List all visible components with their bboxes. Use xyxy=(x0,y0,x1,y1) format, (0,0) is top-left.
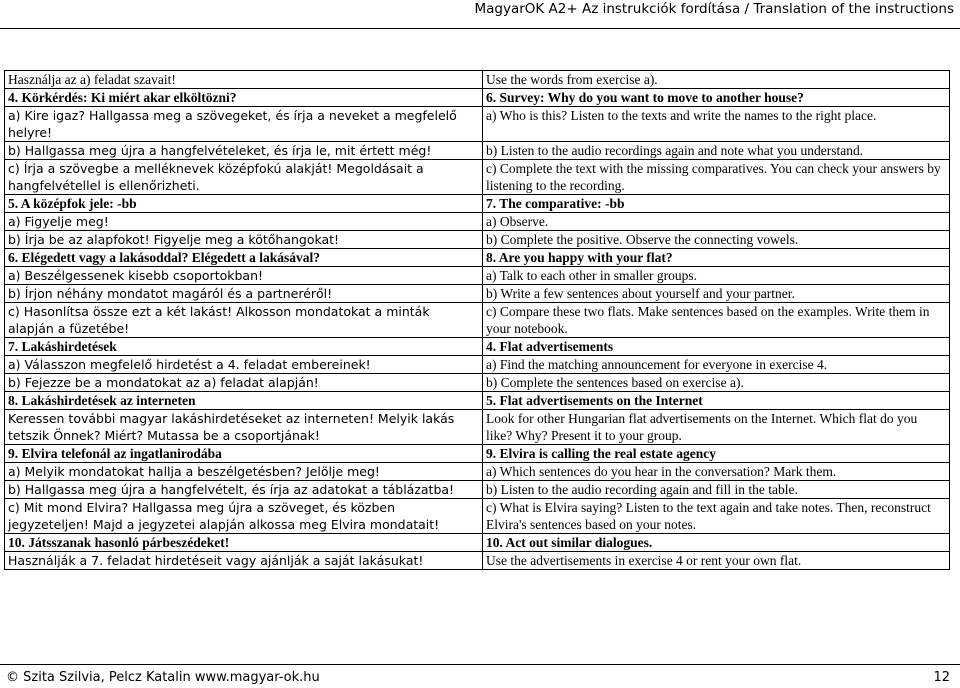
table-row xyxy=(5,481,950,499)
hungarian-cell: Használják a 7. feladat hirdetéseit vagy ajánlják a saját lakásukat! xyxy=(5,552,483,570)
hungarian-cell: b) Hallgassa meg újra a hangfelvételeket, és írja le, mit értett még! xyxy=(5,142,483,160)
table-row xyxy=(5,107,950,142)
table-row xyxy=(5,303,950,338)
footer-copyright: © Szita Szilvia, Pelcz Katalin www.magyar-ok.hu xyxy=(6,670,320,685)
table-row xyxy=(5,142,950,160)
english-cell: 5. Flat advertisements on the Internet xyxy=(483,392,950,410)
hungarian-cell: Keressen további magyar lakáshirdetéseket az interneten! Melyik lakás tetszik Önnek? Miért? Mutassa be a csoportjának! xyxy=(5,410,483,445)
hungarian-cell: a) Beszélgessenek kisebb csoportokban! xyxy=(5,267,483,285)
hungarian-cell: 9. Elvira telefonál az ingatlanirodába xyxy=(5,445,483,463)
english-cell: 4. Flat advertisements xyxy=(483,338,950,356)
hungarian-cell: 10. Játsszanak hasonló párbeszédeket! xyxy=(5,534,483,552)
table-row xyxy=(5,534,950,552)
hungarian-cell: a) Figyelje meg! xyxy=(5,213,483,231)
hungarian-cell: b) Írja be az alapfokot! Figyelje meg a kötőhangokat! xyxy=(5,231,483,249)
english-cell: 8. Are you happy with your flat? xyxy=(483,249,950,267)
header-rule xyxy=(0,28,960,29)
hungarian-cell: c) Mit mond Elvira? Hallgassa meg újra a szöveget, és közben jegyzeteljen! Majd a jegyzetei alapján alkossa meg Elvira mondatait! xyxy=(5,499,483,534)
table-row xyxy=(5,285,950,303)
hungarian-cell: b) Fejezze be a mondatokat az a) feladat alapján! xyxy=(5,374,483,392)
instruction-table xyxy=(4,70,950,570)
english-cell: a) Observe. xyxy=(483,213,950,231)
hungarian-cell: 6. Elégedett vagy a lakásoddal? Elégedett a lakásával? xyxy=(5,249,483,267)
english-cell: 7. The comparative: -bb xyxy=(483,195,950,213)
table-row xyxy=(5,356,950,374)
table-row xyxy=(5,445,950,463)
english-cell: b) Listen to the audio recordings again and note what you understand. xyxy=(483,142,950,160)
table-row xyxy=(5,89,950,107)
page-header: MagyarOK A2+ Az instrukciók fordítása / Translation of the instructions xyxy=(474,1,954,17)
table-row xyxy=(5,499,950,534)
english-cell: 10. Act out similar dialogues. xyxy=(483,534,950,552)
english-cell: b) Complete the positive. Observe the connecting vowels. xyxy=(483,231,950,249)
english-cell: Look for other Hungarian flat advertisements on the Internet. Which flat do you like? Why? Present it to your group. xyxy=(483,410,950,445)
table-row xyxy=(5,195,950,213)
hungarian-cell: 7. Lakáshirdetések xyxy=(5,338,483,356)
english-cell: a) Which sentences do you hear in the conversation? Mark them. xyxy=(483,463,950,481)
table-row xyxy=(5,71,950,89)
page-number: 12 xyxy=(933,670,950,685)
hungarian-cell: c) Írja a szövegbe a melléknevek középfokú alakját! Megoldásait a hangfelvétellel is ellenőrizheti. xyxy=(5,160,483,195)
table-row xyxy=(5,231,950,249)
hungarian-cell: Használja az a) feladat szavait! xyxy=(5,71,483,89)
table-row xyxy=(5,160,950,195)
hungarian-cell: a) Válasszon megfelelő hirdetést a 4. feladat embereinek! xyxy=(5,356,483,374)
hungarian-cell: b) Írjon néhány mondatot magáról és a partneréről! xyxy=(5,285,483,303)
english-cell: a) Who is this? Listen to the texts and write the names to the right place. xyxy=(483,107,950,142)
hungarian-cell: a) Melyik mondatokat hallja a beszélgetésben? Jelölje meg! xyxy=(5,463,483,481)
english-cell: Use the words from exercise a). xyxy=(483,71,950,89)
hungarian-cell: 4. Körkérdés: Ki miért akar elköltözni? xyxy=(5,89,483,107)
table-row xyxy=(5,249,950,267)
hungarian-cell: c) Hasonlítsa össze ezt a két lakást! Alkosson mondatokat a minták alapján a füzetébe! xyxy=(5,303,483,338)
table-row xyxy=(5,267,950,285)
english-cell: Use the advertisements in exercise 4 or rent your own flat. xyxy=(483,552,950,570)
hungarian-cell: b) Hallgassa meg újra a hangfelvételt, és írja az adatokat a táblázatba! xyxy=(5,481,483,499)
english-cell: b) Listen to the audio recording again and fill in the table. xyxy=(483,481,950,499)
english-cell: a) Talk to each other in smaller groups. xyxy=(483,267,950,285)
table-row xyxy=(5,213,950,231)
english-cell: c) Complete the text with the missing comparatives. You can check your answers by listening to the recording. xyxy=(483,160,950,195)
table-row xyxy=(5,552,950,570)
english-cell: c) Compare these two flats. Make sentences based on the examples. Write them in your notebook. xyxy=(483,303,950,338)
table-row xyxy=(5,338,950,356)
table-row xyxy=(5,463,950,481)
hungarian-cell: a) Kire igaz? Hallgassa meg a szövegeket, és írja a neveket a megfelelő helyre! xyxy=(5,107,483,142)
english-cell: 9. Elvira is calling the real estate agency xyxy=(483,445,950,463)
table-row xyxy=(5,410,950,445)
table-row xyxy=(5,374,950,392)
english-cell: 6. Survey: Why do you want to move to another house? xyxy=(483,89,950,107)
english-cell: a) Find the matching announcement for everyone in exercise 4. xyxy=(483,356,950,374)
english-cell: c) What is Elvira saying? Listen to the text again and take notes. Then, reconstruct Elvira's sentences based on your notes. xyxy=(483,499,950,534)
hungarian-cell: 8. Lakáshirdetések az interneten xyxy=(5,392,483,410)
hungarian-cell: 5. A középfok jele: -bb xyxy=(5,195,483,213)
english-cell: b) Complete the sentences based on exercise a). xyxy=(483,374,950,392)
english-cell: b) Write a few sentences about yourself and your partner. xyxy=(483,285,950,303)
table-row xyxy=(5,392,950,410)
footer-rule xyxy=(0,664,960,665)
